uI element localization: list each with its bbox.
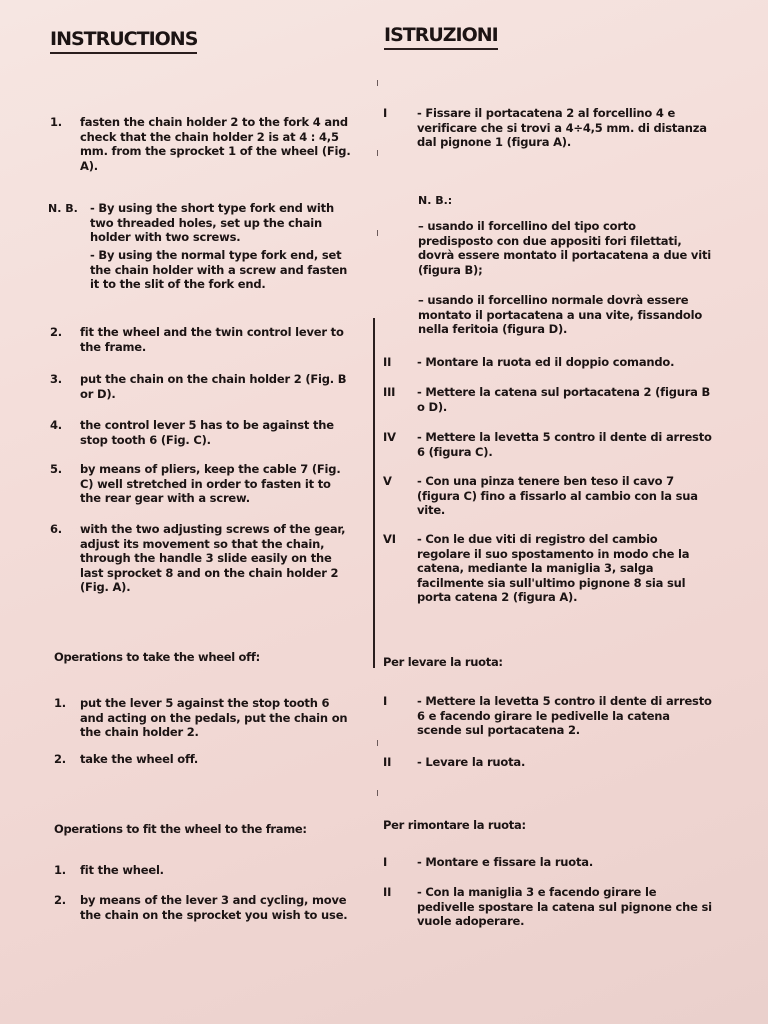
right-nb-label: N. B.: [418, 194, 453, 207]
divider-tick [377, 740, 378, 746]
right-off-step-1: I - Mettere la levetta 5 contro il dente di arresto 6 e facendo girare le pedivelle la catena scende sul portacatena 2. [383, 694, 712, 737]
left-nb-item-1: - By using the short type fork end with two threaded holes, set up the chain holder with two screws. [90, 201, 334, 244]
left-step-6: 6. with the two adjusting screws of the gear, adjust its movement so that the chain, through the handle 3 slide easily on the last sprocket 8 and on the chain holder 2 (Fig. A). [50, 522, 346, 594]
divider-tick [377, 230, 378, 236]
left-fit-step-2: 2. by means of the lever 3 and cycling, move the chain on the sprocket you wish to use. [54, 893, 348, 922]
left-step-1: 1. fasten the chain holder 2 to the fork 4 and check that the chain holder 2 is at 4 : 4,5 mm. from the sprocket 1 of the wheel (Fig. A). [50, 115, 351, 173]
right-fit-title: Per rimontare la ruota: [383, 818, 526, 832]
left-off-step-1: 1. put the lever 5 against the stop tooth 6 and acting on the pedals, put the chain on the chain holder 2. [54, 696, 348, 739]
right-off-title: Per levare la ruota: [383, 655, 503, 669]
divider-tick [377, 80, 378, 86]
right-fit-step-1: I - Montare e fissare la ruota. [383, 855, 594, 869]
right-nb-item-2: – usando il forcellino normale dovrà essere montato il portacatena a una vite, fissandolo nella feritoia (figura D). [418, 293, 703, 336]
left-step-4: 4. the control lever 5 has to be against the stop tooth 6 (Fig. C). [50, 418, 334, 447]
left-off-step-2: 2. take the wheel off. [54, 752, 199, 766]
right-step-1: I - Fissare il portacatena 2 al forcellino 4 e verificare che si trovi a 4÷4,5 mm. di distanza dal pignone 1 (figura A). [383, 106, 707, 149]
instructions-heading: INSTRUCTIONS [50, 28, 197, 54]
left-step-5: 5. by means of pliers, keep the cable 7 (Fig. C) well stretched in order to fasten it to the rear gear with a screw. [50, 462, 341, 505]
right-step-5: V - Con una pinza tenere ben teso il cavo 7 (figura C) fino a fissarlo al cambio con la sua vite. [383, 474, 698, 517]
divider-tick [377, 790, 378, 796]
right-step-6: VI - Con le due viti di registro del cambio regolare il suo spostamento in modo che la catena, mediante la maniglia 3, salga facilmente sia sull'ultimo pignone 8 sia sul porta catena 2 (figura A). [383, 532, 690, 604]
right-step-3: III - Mettere la catena sul portacatena 2 (figura B o D). [383, 385, 711, 414]
right-step-4: IV - Mettere la levetta 5 contro il dente di arresto 6 (figura C). [383, 430, 712, 459]
column-divider [373, 318, 375, 668]
left-nb-label: N. B. [48, 202, 78, 215]
right-off-step-2: II - Levare la ruota. [383, 755, 526, 769]
left-fit-step-1: 1. fit the wheel. [54, 863, 164, 877]
istruzioni-heading: ISTRUZIONI [384, 24, 498, 50]
right-nb-item-1: – usando il forcellino del tipo corto predisposto con due appositi fori filettati, dovrà essere montato il portacatena a due viti (figura B); [418, 219, 711, 277]
left-step-3: 3. put the chain on the chain holder 2 (Fig. B or D). [50, 372, 347, 401]
left-fit-title: Operations to fit the wheel to the frame: [54, 822, 307, 836]
right-fit-step-2: II - Con la maniglia 3 e facendo girare le pedivelle spostare la catena sul pignone che si vuole adoperare. [383, 885, 712, 928]
left-off-title: Operations to take the wheel off: [54, 650, 260, 664]
left-step-2: 2. fit the wheel and the twin control lever to the frame. [50, 325, 344, 354]
right-step-2: II - Montare la ruota ed il doppio comando. [383, 355, 675, 369]
divider-tick [377, 150, 378, 156]
left-nb-item-2: - By using the normal type fork end, set the chain holder with a screw and fasten it to the slit of the fork end. [90, 248, 348, 291]
